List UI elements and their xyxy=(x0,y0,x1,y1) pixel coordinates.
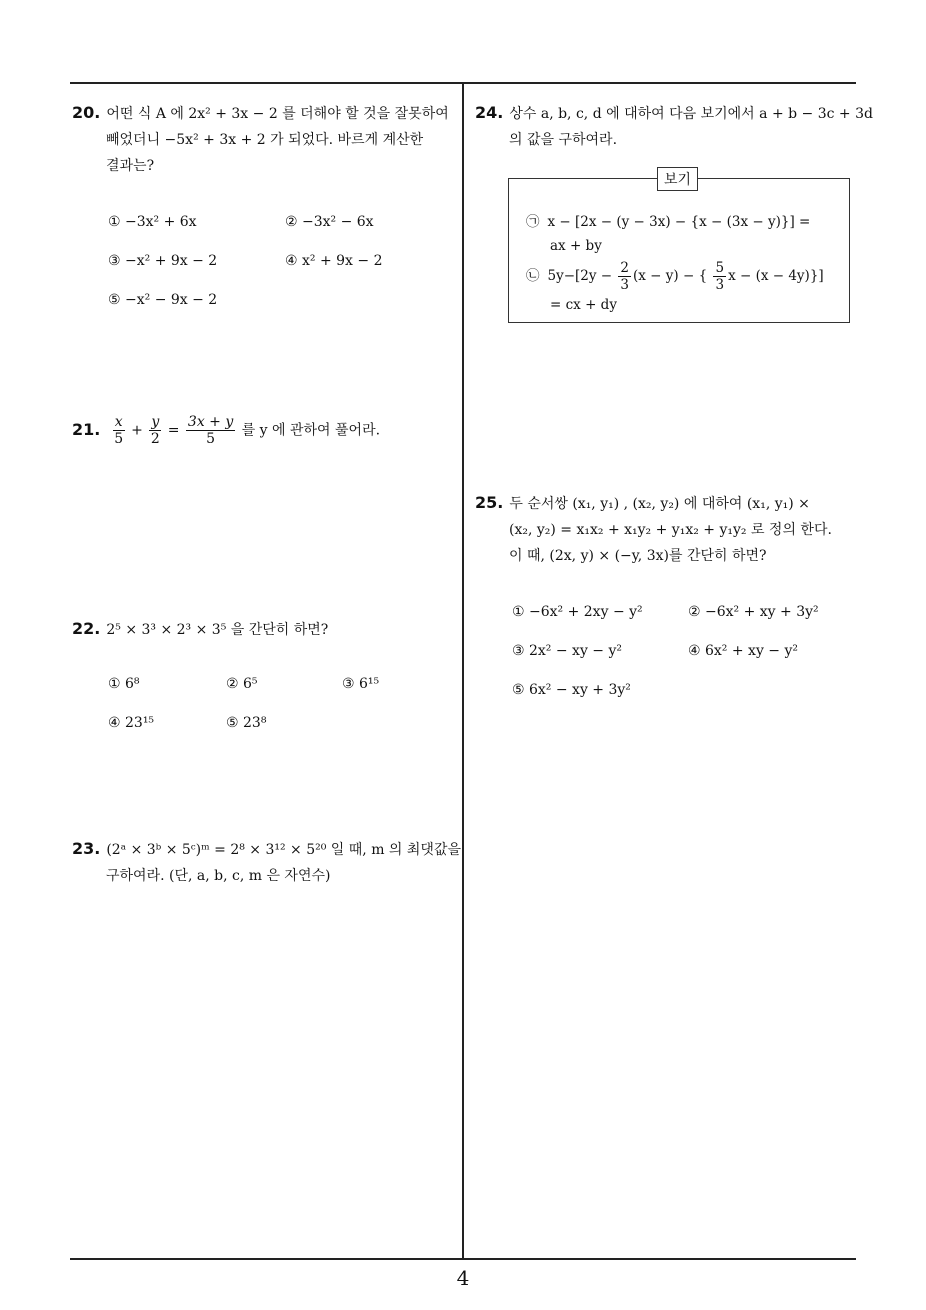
question-20-text-2: 빼었더니 −5x² + 3x + 2 가 되었다. 바르게 계산한 xyxy=(106,132,424,148)
fraction-numerator: 2 xyxy=(620,260,630,276)
bogi-item-2-continued: = cx + dy xyxy=(550,297,617,313)
question-21 xyxy=(72,414,457,447)
equals-sign: = xyxy=(167,422,180,439)
bogi-item-2-label: ㉡ xyxy=(526,268,540,284)
question-20-option-2[interactable]: ② −3x² − 6x xyxy=(285,214,374,230)
fraction-numerator: x xyxy=(114,414,123,430)
question-24-number: 24. xyxy=(475,103,504,122)
fraction-numerator: 3x + y xyxy=(187,414,234,430)
question-20-option-5[interactable]: ⑤ −x² − 9x − 2 xyxy=(108,292,218,308)
question-25-option-3[interactable]: ③ 2x² − xy − y² xyxy=(512,643,623,659)
plus-sign: + xyxy=(131,422,143,439)
question-22-number: 22. xyxy=(72,619,101,638)
question-25 xyxy=(475,490,860,569)
question-25-text-2: (x₂, y₂) = x₁x₂ + x₁y₂ + y₁x₂ + y₁y₂ 로 정의 한다. xyxy=(509,522,832,538)
question-24-text-2: 의 값을 구하여라. xyxy=(509,132,618,148)
question-23-text-2: 구하여라. (단, a, b, c, m 은 자연수) xyxy=(106,868,331,884)
fraction-2-over-3 xyxy=(618,260,631,293)
question-22-option-5[interactable]: ⑤ 23⁸ xyxy=(226,715,267,731)
question-25-text-1: 두 순서쌍 (x₁, y₁) , (x₂, y₂) 에 대하여 (x₁, y₁) × xyxy=(509,496,810,512)
question-24-text-1: 상수 a, b, c, d 에 대하여 다음 보기에서 a + b − 3c + 3d xyxy=(509,106,873,122)
fraction-denominator: 5 xyxy=(206,431,216,447)
bogi-item-1-label: ㉠ xyxy=(526,214,540,230)
question-25-option-1[interactable]: ① −6x² + 2xy − y² xyxy=(512,604,643,620)
fraction-5-over-3 xyxy=(713,260,726,293)
question-20-option-1[interactable]: ① −3x² + 6x xyxy=(108,214,197,230)
question-21-number: 21. xyxy=(72,419,101,439)
question-22-option-2[interactable]: ② 6⁵ xyxy=(226,676,258,692)
fraction-denominator: 5 xyxy=(114,431,124,447)
question-22-text: 2⁵ × 3³ × 2³ × 3⁵ 을 간단히 하면? xyxy=(106,622,329,638)
question-25-option-4[interactable]: ④ 6x² + xy − y² xyxy=(688,643,799,659)
fraction-denominator: 3 xyxy=(620,277,630,293)
fraction-denominator: 2 xyxy=(150,431,160,447)
question-23-number: 23. xyxy=(72,839,101,858)
question-25-option-5[interactable]: ⑤ 6x² − xy + 3y² xyxy=(512,682,631,698)
page-number: 4 xyxy=(456,1266,470,1290)
question-20-option-4[interactable]: ④ x² + 9x − 2 xyxy=(285,253,383,269)
question-22-option-1[interactable]: ① 6⁸ xyxy=(108,676,140,692)
bogi-item-1-continued: ax + by xyxy=(550,238,602,254)
bogi-item-2-part-b: (x − y) − { xyxy=(633,268,708,284)
question-20-line-1 xyxy=(72,100,457,127)
bottom-rule xyxy=(70,1258,856,1260)
question-22-option-3[interactable]: ③ 6¹⁵ xyxy=(342,676,380,692)
question-20-option-3[interactable]: ③ −x² + 9x − 2 xyxy=(108,253,218,269)
question-24 xyxy=(475,100,873,153)
question-20-number: 20. xyxy=(72,103,101,122)
bogi-item-1 xyxy=(526,210,810,230)
bogi-title: 보기 xyxy=(657,167,698,191)
question-22 xyxy=(72,616,457,643)
bogi-item-2-part-c: x − (x − 4y)}] xyxy=(728,268,824,284)
fraction-3x-plus-y-over-5 xyxy=(186,414,235,447)
question-20-text-1: 어떤 식 A 에 2x² + 3x − 2 를 더해야 할 것을 잘못하여 xyxy=(106,106,449,122)
question-25-text-3: 이 때, (2x, y) × (−y, 3x)를 간단히 하면? xyxy=(509,548,767,564)
fraction-x-over-5 xyxy=(113,414,125,447)
fraction-y-over-2 xyxy=(149,414,161,447)
fraction-numerator: y xyxy=(151,414,160,430)
question-23-text-1: (2ᵃ × 3ᵇ × 5ᶜ)ᵐ = 2⁸ × 3¹² × 5²⁰ 일 때, m 의 최댓값을 xyxy=(106,842,462,858)
bogi-item-2 xyxy=(526,260,824,293)
bogi-item-1-text: x − [2x − (y − 3x) − {x − (3x − y)}] = xyxy=(547,214,811,230)
question-22-option-4[interactable]: ④ 23¹⁵ xyxy=(108,715,155,731)
question-25-option-2[interactable]: ② −6x² + xy + 3y² xyxy=(688,604,819,620)
question-25-number: 25. xyxy=(475,493,504,512)
bogi-item-2-part-a: 5y−[2y − xyxy=(547,268,613,284)
fraction-denominator: 3 xyxy=(715,277,725,293)
question-20-text-3: 결과는? xyxy=(106,158,155,174)
column-divider xyxy=(462,82,464,1260)
question-21-tail: 를 y 에 관하여 풀어라. xyxy=(241,422,381,439)
question-23 xyxy=(72,836,462,889)
question-20 xyxy=(72,100,457,179)
fraction-numerator: 5 xyxy=(715,260,725,276)
